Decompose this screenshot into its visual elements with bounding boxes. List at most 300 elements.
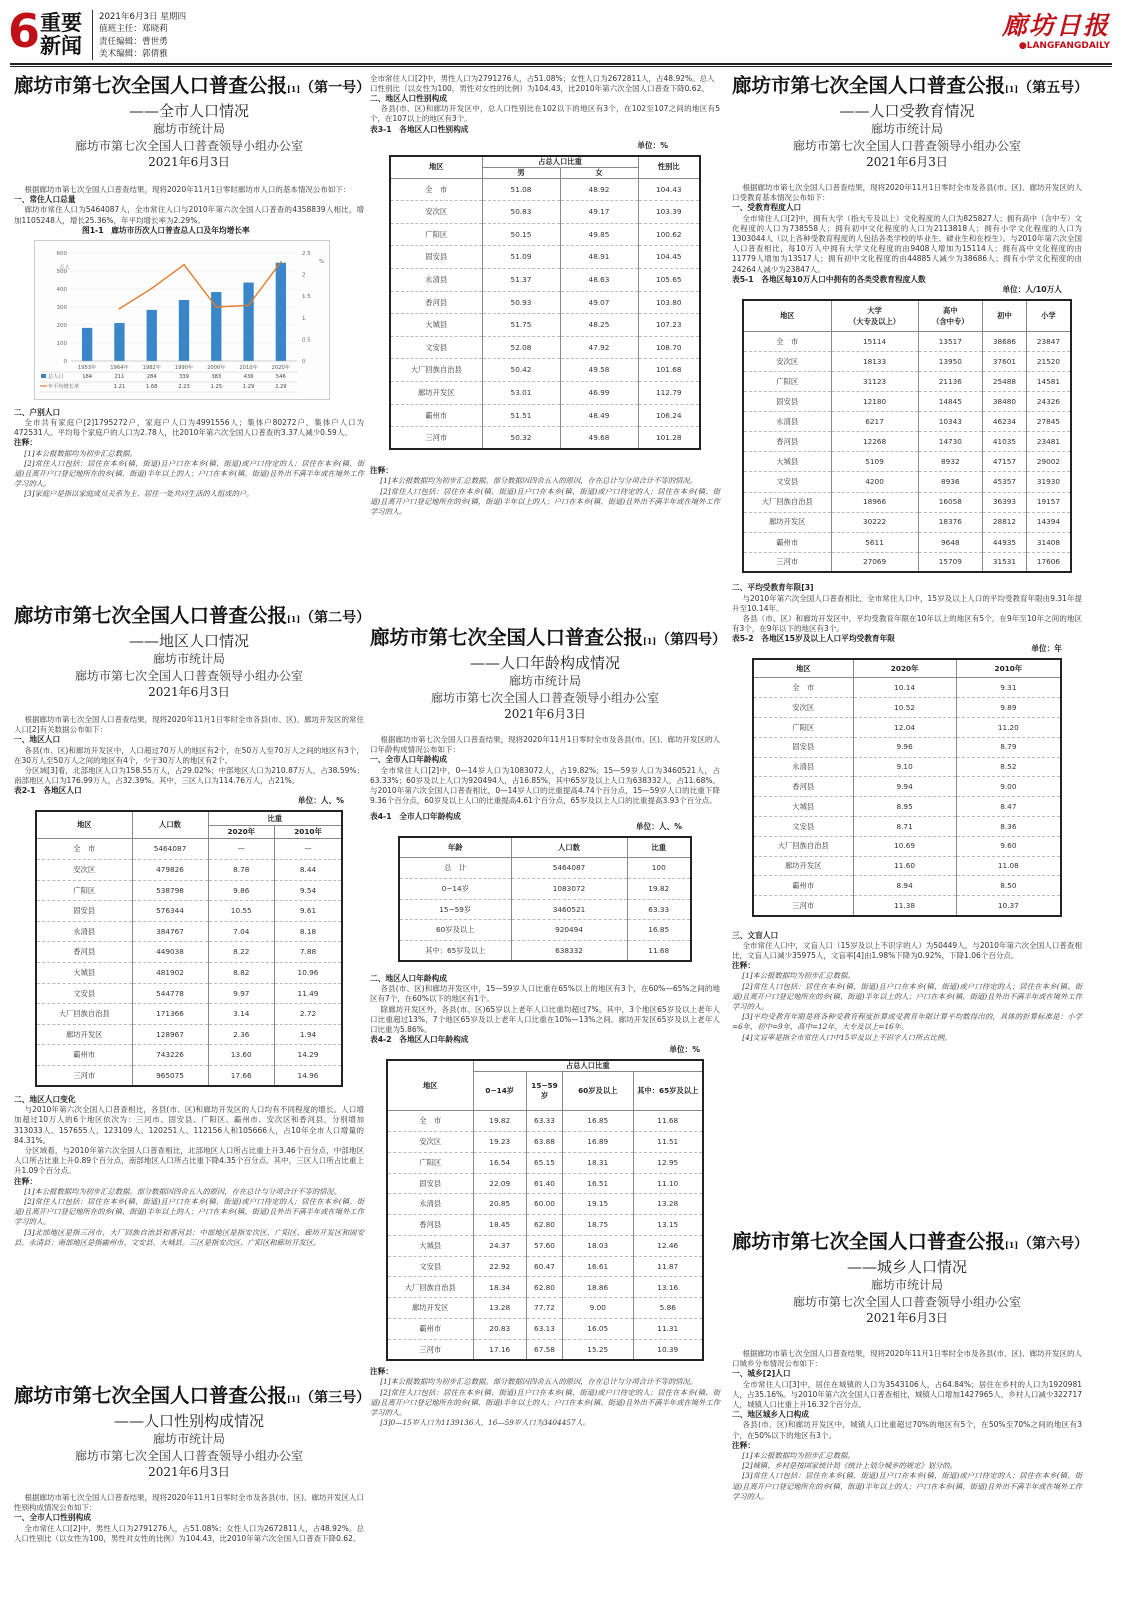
table-row [36, 921, 342, 942]
table-cell: 481902 [132, 962, 208, 983]
table-cell: 8.52 [956, 757, 1061, 777]
row-label: 大城县 [387, 1235, 473, 1256]
table-cell: 77.72 [527, 1298, 563, 1319]
row-label: 安次区 [387, 1131, 473, 1152]
table-row [36, 942, 342, 963]
table-cell: 38686 [983, 331, 1027, 351]
newspaper-logo [1002, 12, 1110, 52]
paragraph: 根据廊坊市第七次全国人口普查结果，现将2020年11月1日零时全市及各县(市、区)、廊坊开发区的人口年龄构成情况公布如下： [370, 735, 720, 755]
table-cell: 62.80 [527, 1215, 563, 1236]
article-title: 廊坊市第七次全国人口普查公报[1]（第一号） [14, 74, 371, 97]
table-cell: 47157 [983, 452, 1027, 472]
paragraph: 分区域[3]看，北部地区人口为158.55万人，占29.02%；中部地区人口为210.87万人，占38.59%；南部地区人口为176.99万人，占32.39%。其中，三区人口为114.76万人，占21%。 [14, 766, 364, 786]
row-label: 廊坊开发区 [390, 381, 482, 404]
paragraph: 根据廊坊市第七次全国人口普查结果，现将2020年11月1日零时廊坊市人口的基本情况公布如下： [24, 185, 351, 194]
table-cell: — [208, 839, 274, 860]
table-cell: 11.49 [274, 983, 342, 1004]
paragraph: 各县(市、区)和廊坊开发区中，15—59岁人口比重在65%以上的地区有3个，在60%—65%之间的地区有7个，在60%以下的地区有1个。 [370, 984, 720, 1004]
office: 廊坊市第七次全国人口普查领导小组办公室 [792, 1294, 1021, 1309]
table-cell: 103.80 [638, 291, 700, 314]
data-label-rate: 1.21 [113, 383, 126, 390]
table-cell: 449038 [132, 942, 208, 963]
table-cell: 50.32 [482, 427, 560, 450]
table-cell: 14.96 [274, 1065, 342, 1086]
table-cell: 9.60 [956, 836, 1061, 856]
table-cell: 14581 [1026, 372, 1071, 392]
table-cell: 11.68 [633, 1111, 703, 1132]
row-label: 文安县 [753, 817, 853, 837]
x-tick-label: 1990年 [174, 364, 194, 371]
table-row [753, 836, 1061, 856]
note: [4]文盲率是指全市常住人口中15岁及以上不识字人口所占比例。 [742, 1032, 952, 1042]
notes-heading: 注释： [370, 466, 394, 476]
row-label: 大城县 [743, 452, 831, 472]
table-unit: 单位：人、% [635, 822, 682, 832]
table-cell: 49.17 [560, 201, 638, 224]
table-row [753, 856, 1061, 876]
table-cell: 105.65 [638, 268, 700, 291]
table-cell: 19.15 [563, 1194, 634, 1215]
bureau: 廊坊市统计局 [508, 674, 581, 688]
rate-point [248, 304, 250, 306]
table-cell: 11.20 [956, 718, 1061, 738]
y-axis-label: 万人 [59, 264, 71, 271]
note: [3]北部地区是指三河市、大厂回族自治县和香河县；中部地区是指安次区、广阳区、廊坊开发区和固安县、永清县；南部地区是指霸州市、文安县、大城县。三区是指安次区、广阳区和廊坊开发区。 [14, 1227, 364, 1247]
bulletin-3-continued [370, 74, 720, 517]
table-cell: 10.52 [853, 698, 956, 718]
table-cell: 13.28 [633, 1194, 703, 1215]
bar-2010年 [243, 282, 253, 360]
row-label: 固安县 [743, 392, 831, 412]
paragraph: 廊坊市常住人口为5464087人，全市常住人口与2010年第六次全国人口普查的4358839人相比，增加1105248人，增长25.36%，年平均增长率为2.29%。 [14, 205, 364, 225]
paragraph: 全市常住人口[2]中，拥有大学（指大专及以上）文化程度的人口为825827人；拥有高中（含中专）文化程度的人口为738558人；拥有初中文化程度的人口为2113818人；拥有小学文化程度的人口为1303044人（以上各种受教育程度的人包括各类学校的毕业生、肄业生和在校生）。与2010年第六次全国人口普查相比，每10万人中拥有大学文化程度的由9408人增加为15114人；拥有高中文化程度的由11779人增加为13517人；拥有初中文化程度的由44885人减少为38686人；拥有小学文化程度的由24264人减少为23847人。 [732, 213, 1082, 274]
rate-point [280, 261, 282, 263]
table-cell: 15114 [831, 331, 918, 351]
row-label: 全 市 [753, 678, 853, 698]
x-tick-label: 2010年 [239, 364, 258, 371]
x-tick-label: 1982年 [142, 364, 161, 371]
paragraph: 各县(市、区)和廊坊开发区中，总人口性别比在102以下的地区有3个，在102至107之间的地区有5个，在107以上的地区有3个。 [370, 104, 720, 124]
table-cell: 16058 [918, 492, 982, 512]
row-label: 廊坊开发区 [743, 512, 831, 532]
table-row [387, 1152, 703, 1173]
table-cell: 49.58 [560, 359, 638, 382]
table-cell: 12.95 [633, 1152, 703, 1173]
header-divider [92, 10, 93, 60]
table-cell: 47.92 [560, 336, 638, 359]
note: [3]常住人口包括：居住在本乡(镇、街道)且户口在本乡(镇、街道)或户口待定的人；居住在本乡(镇、街道)且离开户口登记地所在的乡(镇、街道)半年以上的人；户口在本乡(镇、街道)且外出不满半年或在境外工作学习的人。 [732, 1471, 1082, 1501]
rate-point [215, 306, 217, 308]
table-cell: 128967 [132, 1024, 208, 1045]
notes-heading: 注释： [14, 438, 38, 448]
table-cell: 8.95 [853, 797, 956, 817]
table-cell: 10.37 [956, 896, 1061, 916]
table-cell: 6217 [831, 412, 918, 432]
table-cell: 15.25 [563, 1339, 634, 1360]
table-cell: 100 [627, 858, 691, 879]
row-label: 香河县 [753, 777, 853, 797]
table-row [387, 1111, 703, 1132]
row-label: 大厂回族自治县 [36, 1004, 132, 1025]
row-label: 霸州市 [390, 404, 482, 427]
table-cell: 106.24 [638, 404, 700, 427]
table-cell: 9.96 [853, 737, 956, 757]
section-heading: 一、全市人口年龄构成 [370, 755, 447, 765]
article-subtitle: ——全市人口情况 [128, 102, 249, 120]
table-cell: 10343 [918, 412, 982, 432]
row-label: 三河市 [753, 896, 853, 916]
table-cell: 384767 [132, 921, 208, 942]
table-row [743, 552, 1071, 572]
row-label: 永清县 [743, 412, 831, 432]
bar-1982年 [147, 310, 157, 361]
article-title: 廊坊市第七次全国人口普查公报[1]（第二号） [14, 604, 371, 627]
note: [1]本公报数据均为初步汇总数据。 [742, 971, 855, 981]
data-label-total: 184 [82, 373, 93, 380]
table-cell: 11.51 [633, 1131, 703, 1152]
table-cell: 27069 [831, 552, 918, 572]
row-label: 全 市 [387, 1111, 473, 1132]
table-cell: 107.23 [638, 314, 700, 337]
table-cell: 11.31 [633, 1319, 703, 1340]
x-tick-label: 1964年 [110, 364, 129, 371]
table-cell: 11.38 [853, 896, 956, 916]
table-cell: 67.58 [527, 1339, 563, 1360]
table-cell: 13950 [918, 351, 982, 371]
table-cell: 11.68 [627, 940, 691, 961]
section-heading: 二、地区人口变化 [14, 1095, 76, 1105]
paragraph: 根据廊坊市第七次全国人口普查结果，现将2020年11月1日零时全市各县(市、区)、廊坊开发区的常住人口[2]有关数据公布如下： [14, 715, 364, 735]
table-cell: 104.43 [638, 178, 700, 201]
note: [2]常住人口包括：居住在本乡(镇、街道)且户口在本乡(镇、街道)或户口待定的人；居住在本乡(镇、街道)且离开户口登记地所在的乡(镇、街道)半年以上的人；户口在本乡(镇、街道)且外出不满半年或在境外工作学习的人。 [14, 1197, 364, 1227]
section-heading: 二、地区城乡人口构成 [732, 1410, 809, 1420]
article-subtitle: ——人口受教育情况 [839, 102, 975, 120]
table-cell: 5.86 [633, 1298, 703, 1319]
table-cell: 18.31 [563, 1152, 634, 1173]
table-cell: 17.66 [208, 1065, 274, 1086]
paragraph: 各县(市、区)和廊坊开发区中，人口超过70万人的地区有2个，在50万人至70万人之间的地区有3个，在30万人至50万人之间的地区有4个，少于30万人的地区有2个。 [14, 745, 364, 765]
table-cell: 4200 [831, 472, 918, 492]
row-label: 15−59岁 [399, 899, 511, 920]
row-label: 大城县 [36, 962, 132, 983]
table-cell: 48.25 [560, 314, 638, 337]
table-cell: 10.96 [274, 962, 342, 983]
table-cell: 18.03 [563, 1235, 634, 1256]
table-cell: 8.94 [853, 876, 956, 896]
table-cell: 7.88 [274, 942, 342, 963]
paragraph: 全市常住人口[2]中，0—14岁人口为1083072人，占19.82%；15—59岁人口为3460521人，占63.33%；60岁及以上人口为920494人，占16.85%，其中65岁及以上人口为638332人，占11.68%。与2010年第六次全国人口普查相比，0—14岁人口的比重提高4.74个百分点，15—59岁人口的比重下降9.36个百分点，60岁及以上人口的比重提高4.61个百分点，65岁及以上人口的比重提高3.93个百分点。 [370, 765, 720, 806]
header-rule [10, 63, 1112, 65]
table-cell: 31123 [831, 372, 918, 392]
table-cell: — [274, 839, 342, 860]
paragraph-continued: 全市常住人口[2]中，男性人口为2791276人，占51.08%；女性人口为2672811人，占48.92%。总人口性别比（以女性为100，男性对女性的比例）为104.43，比2010年第六次全国人口普查下降0.62。 [370, 74, 715, 94]
row-label: 廊坊开发区 [387, 1298, 473, 1319]
office: 廊坊市第七次全国人口普查领导小组办公室 [74, 138, 303, 153]
table-5-1: 地区 大学 （大专及以上） 高中 （含中专） 初中 小学 全 市 15114 13517 38686 23847 安次区 18133 13950 37601 21520 广阳区 31123 21136 25488 14581 固安县 12180 14845 38480 24326 永清县 6217 10343 46234 27845 香河县 12268 14730 41035 23481 大城县 5109 8932 47157 29002 文安县 4200 8936 45357 31930 大厂回族自治县 18966 16058 36393 19157 廊坊开发区 30222 18376 28812 14394 霸州市 5611 9648 44935 31408 三河市 27069 15709 31531 17606 [742, 299, 1072, 574]
table-row [743, 351, 1071, 371]
table-row [390, 404, 700, 427]
row-label: 安次区 [390, 201, 482, 224]
table-cell: 51.08 [482, 178, 560, 201]
table-cell: 9648 [918, 532, 982, 552]
data-label-total: 284 [146, 373, 157, 380]
data-label-rate: 2.29 [275, 383, 287, 390]
table-cell: 61.40 [527, 1173, 563, 1194]
rate-point [183, 264, 185, 266]
table-cell: 16.54 [473, 1152, 527, 1173]
office: 廊坊市第七次全国人口普查领导小组办公室 [792, 138, 1021, 153]
table-cell: 8.47 [956, 797, 1061, 817]
row-label: 香河县 [743, 432, 831, 452]
table-cell: 9.00 [956, 777, 1061, 797]
y-tick-label: 100 [56, 340, 67, 347]
table-cell: 14394 [1026, 512, 1071, 532]
table-unit: 单位：人/10万人 [1002, 284, 1062, 294]
y-right-tick-label: 1 [302, 315, 306, 322]
table-cell: 2.72 [274, 1004, 342, 1025]
table-row [743, 512, 1071, 532]
paragraph: 全市常住人口[2]中，男性人口为2791276人，占51.08%；女性人口为2672811人，占48.92%。总人口性别比（以女性为100，男性对女性的比例）为104.43，比2010年第六次全国人口普查下降0.62。 [14, 1523, 364, 1543]
table-row [743, 472, 1071, 492]
table-cell: 48.91 [560, 246, 638, 269]
bureau: 廊坊市统计局 [870, 122, 943, 136]
table-row [390, 268, 700, 291]
table-row [390, 314, 700, 337]
paragraph: 分区域看，与2010年第六次全国人口普查相比，北部地区人口所占比重上升3.46个百分点，中部地区人口所占比重上升0.89个百分点，南部地区人口所占比重下降4.35个百分点。其中，三区人口所占比重上升1.09个百分点。 [14, 1146, 364, 1176]
legend-rate: 年平均增长率 [48, 383, 80, 390]
table-cell: 8936 [918, 472, 982, 492]
table-cell: 51.37 [482, 268, 560, 291]
table-cell: 3.14 [208, 1004, 274, 1025]
paragraph: 根据廊坊市第七次全国人口普查结果，现将2020年11月1日零时全市及各县(市、区)、廊坊开发区的人口城乡分布情况公布如下： [732, 1349, 1082, 1369]
row-label: 永清县 [753, 757, 853, 777]
table-cell: 12.46 [633, 1235, 703, 1256]
section-heading: 二、平均受教育年限[3] [732, 583, 814, 593]
table-cell: 8.79 [956, 737, 1061, 757]
table-cell: 100.62 [638, 223, 700, 246]
table-cell: 9.31 [956, 678, 1061, 698]
article-title: 廊坊市第七次全国人口普查公报[1]（第六号） [732, 1230, 1089, 1253]
article-date: 2021年6月3日 [866, 155, 948, 169]
note: [3]平均受教育年限是将各种受教育程度折算成受教育年限计算平均数得出的，具体的折算标准是：小学=6年，初中=9年，高中=12年，大专及以上=16年。 [732, 1012, 1082, 1032]
table-caption: 表4-2 各地区人口年龄构成 [370, 1035, 469, 1045]
table-cell: 13.16 [633, 1277, 703, 1298]
bulletin-3 [14, 1384, 371, 1543]
table-cell: 25488 [983, 372, 1027, 392]
page-header [0, 0, 1122, 70]
table-cell: 8.71 [853, 817, 956, 837]
data-label-total: 383 [211, 373, 222, 380]
table-row [743, 452, 1071, 472]
row-label: 永清县 [390, 268, 482, 291]
table-cell: 28812 [983, 512, 1027, 532]
bureau: 廊坊市统计局 [152, 122, 225, 136]
row-label: 大厂回族自治县 [387, 1277, 473, 1298]
table-cell: 8.82 [208, 962, 274, 983]
table-row [36, 983, 342, 1004]
table-cell: 23847 [1026, 331, 1071, 351]
y-right-axis-label: % [319, 258, 325, 265]
table-row [743, 492, 1071, 512]
table-cell: 8.44 [274, 860, 342, 881]
article-title: 廊坊市第七次全国人口普查公报[1]（第四号） [370, 626, 727, 649]
table-row [753, 757, 1061, 777]
table-cell: 19.23 [473, 1131, 527, 1152]
row-label: 安次区 [743, 351, 831, 371]
row-label: 固安县 [36, 901, 132, 922]
table-cell: 11.60 [853, 856, 956, 876]
table-cell: 9.61 [274, 901, 342, 922]
row-label: 大厂回族自治县 [743, 492, 831, 512]
table-cell: 12.04 [853, 718, 956, 738]
header-rule-thin [10, 66, 1112, 67]
chart-svg [35, 241, 331, 401]
table-caption: 表4-1 全市人口年龄构成 [370, 812, 461, 822]
table-cell: 10.69 [853, 836, 956, 856]
table-2-1: 地区 人口数 比重 2020年 2010年 全 市 5464087 — — 安次区 479826 8.78 8.44 广阳区 538798 9.86 9.54 固安县 576344 10.55 9.61 永清县 384767 7.04 8.18 香河县 449038 8.22 7.88 大城县 481902 8.82 10.96 文安县 544778 9.97 11.49 大厂回族自治县 171366 3.14 2.72 廊坊开发区 128967 2.36 1.94 霸州市 743226 13.60 14.29 三河市 965075 17.66 14.96 [35, 810, 343, 1087]
table-cell: 5464087 [511, 858, 627, 879]
row-label: 广阳区 [390, 223, 482, 246]
table-cell: 24326 [1026, 392, 1071, 412]
table-row [387, 1173, 703, 1194]
table-row [387, 1319, 703, 1340]
table-row [390, 381, 700, 404]
table-5-2: 地区 2020年 2010年 全 市 10.14 9.31 安次区 10.52 9.89 广阳区 12.04 11.20 固安县 9.96 8.79 永清县 9.10 8.52 香河县 9.94 9.00 大城县 8.95 8.47 文安县 8.71 8.36 大厂回族自治县 10.69 9.60 廊坊开发区 11.60 11.08 霸州市 8.94 8.50 三河市 11.38 10.37 [752, 658, 1062, 916]
y-tick-label: 500 [56, 268, 67, 275]
y-tick-label: 0 [63, 358, 67, 365]
table-caption: 表3-1 各地区人口性别构成 [370, 124, 469, 134]
table-cell: 18.45 [473, 1215, 527, 1236]
note: [1]本公报数据均为初步汇总数据。 [24, 448, 137, 458]
table-cell: 20.83 [473, 1319, 527, 1340]
notes-heading: 注释： [370, 1367, 394, 1377]
table-4-2: 地区 占总人口比重 0−14岁 15−59岁 60岁及以上 其中：65岁及以上 全 市 19.82 63.33 16.85 11.68 安次区 19.23 63.88 16.89 11.51 广阳区 16.54 65.15 18.31 12.95 固安县 22.09 61.40 16.51 11.10 永清县 20.85 60.00 19.15 13.28 香河县 18.45 62.80 18.75 13.15 大城县 24.37 57.60 18.03 12.46 文安县 22.92 60.47 16.61 11.87 大厂回族自治县 18.34 62.80 18.86 13.16 廊坊开发区 13.28 77.72 9.00 5.86 霸州市 20.83 63.13 16.05 11.31 三河市 17.16 67.58 15.25 10.39 [386, 1059, 704, 1361]
table-cell: 31930 [1026, 472, 1071, 492]
table-cell: 63.33 [527, 1111, 563, 1132]
table-cell: 8.50 [956, 876, 1061, 896]
rate-point [151, 287, 153, 289]
note: [3]0—15岁人口为1139136人，16—59岁人口为3404457人。 [380, 1418, 591, 1428]
paragraph: 根据廊坊市第七次全国人口普查结果，现将2020年11月1日零时全市及各县(市、区)、廊坊开发区的人口受教育基本情况公布如下： [732, 183, 1082, 203]
table-cell: 29002 [1026, 452, 1071, 472]
table-cell: 30222 [831, 512, 918, 532]
logo-subtitle: ●LANGFANGDAILY [1018, 41, 1110, 51]
table-cell: 9.89 [956, 698, 1061, 718]
table-cell: 50.93 [482, 291, 560, 314]
table-cell: 10.14 [853, 678, 956, 698]
table-cell: 46.99 [560, 381, 638, 404]
note: [1]本公报数据均为初步汇总数据。部分数据因四舍五入的原因，存在总计与分项合计不等的情况。 [380, 1377, 698, 1387]
table-cell: 13.28 [473, 1298, 527, 1319]
row-label: 安次区 [753, 698, 853, 718]
table-cell: 19157 [1026, 492, 1071, 512]
table-cell: 101.68 [638, 359, 700, 382]
table-cell: 36393 [983, 492, 1027, 512]
table-cell: 9.54 [274, 880, 342, 901]
table-cell: 8.36 [956, 817, 1061, 837]
row-label: 三河市 [387, 1339, 473, 1360]
bureau: 廊坊市统计局 [152, 1432, 225, 1446]
table-4-1: 年龄 人口数 比重 总 计 5464087 100 0−14岁 1083072 19.82 15−59岁 3460521 63.33 60岁及以上 920494 16.85 其中：65岁及以上 638332 11.68 [398, 836, 692, 961]
row-label: 60岁及以上 [399, 920, 511, 941]
article-date: 2021年6月3日 [866, 1311, 948, 1325]
table-cell: 103.39 [638, 201, 700, 224]
table-row [753, 817, 1061, 837]
table-cell: 63.33 [627, 899, 691, 920]
table-row [399, 940, 691, 961]
paragraph: 根据廊坊市第七次全国人口普查结果，现将2020年11月1日零时全市及各县(市、区)、廊坊开发区人口性别构成情况公布如下： [14, 1493, 364, 1513]
row-label: 大厂回族自治县 [390, 359, 482, 382]
table-cell: 104.45 [638, 246, 700, 269]
table-cell: 65.15 [527, 1152, 563, 1173]
table-cell: 8932 [918, 452, 982, 472]
table-cell: 9.97 [208, 983, 274, 1004]
row-label: 其中：65岁及以上 [399, 940, 511, 961]
row-label: 全 市 [390, 178, 482, 201]
table-cell: 49.85 [560, 223, 638, 246]
table-row [387, 1215, 703, 1236]
table-cell: 3460521 [511, 899, 627, 920]
rate-point [119, 308, 121, 310]
y-tick-label: 400 [56, 286, 67, 293]
row-label: 三河市 [743, 552, 831, 572]
section-heading: 一、常住人口总量 [14, 195, 76, 205]
row-label: 固安县 [753, 737, 853, 757]
paragraph: 全市常住人口[3]中，居住在城镇的人口为3543106人，占64.84%；居住在乡村的人口为1920981人，占35.16%。与2010年第六次全国人口普查相比，城镇人口增加1427965人，乡村人口减少322717人，城镇人口比重上升16.32个百分点。 [732, 1379, 1082, 1410]
paragraph: 除廊坊开发区外，各县(市、区)65岁以上老年人口比重均超过7%。其中，3个地区65岁及以上老年人口比重超过13%，7个地区65岁及以上老年人口比重在10%—13%之间。廊坊开发区65岁及以上老年人口比重为5.86%。 [370, 1004, 720, 1034]
table-cell: 57.60 [527, 1235, 563, 1256]
globe-icon: ● [1018, 41, 1027, 51]
section-heading: 三、文盲人口 [732, 930, 779, 940]
note: [2]常住人口包括：居住在本乡(镇、街道)且户口在本乡(镇、街道)或户口待定的人；居住在本乡(镇、街道)且离开户口登记地所在的乡(镇、街道)半年以上的人；户口在本乡(镇、街道)且外出不满半年或在境外工作学习的人。 [14, 458, 364, 489]
table-cell: 27845 [1026, 412, 1071, 432]
paragraph: 与2010年第六次全国人口普查相比，全市常住人口中，15岁及以上人口的平均受教育年限由9.31年提升至10.14年。 [732, 593, 1082, 613]
table-cell: 16.05 [563, 1319, 634, 1340]
y-tick-label: 200 [56, 322, 67, 329]
table-cell: 638332 [511, 940, 627, 961]
y-tick-label: 300 [56, 304, 67, 311]
table-row [390, 223, 700, 246]
table-cell: 16.89 [563, 1131, 634, 1152]
table-cell: 14.29 [274, 1045, 342, 1066]
row-label: 廊坊开发区 [753, 856, 853, 876]
table-cell: 2.36 [208, 1024, 274, 1045]
office: 廊坊市第七次全国人口普查领导小组办公室 [74, 1448, 303, 1463]
table-cell: 60.47 [527, 1256, 563, 1277]
table-cell: 11.10 [633, 1173, 703, 1194]
table-cell: 46234 [983, 412, 1027, 432]
x-tick-label: 2000年 [207, 364, 226, 371]
table-3-1: 地区 占总人口比重 性别比 男 女 全 市 51.08 48.92 104.43 安次区 50.83 49.17 103.39 广阳区 50.15 49.85 100.62 固安县 51.09 48.91 104.45 永清县 51.37 48.63 105.65 香河县 50.93 49.07 103.80 大城县 51.75 48.25 107.23 文安县 52.08 47.92 108.70 大厂回族自治县 50.42 49.58 101.68 廊坊开发区 53.01 46.99 112.79 霸州市 51.51 48.49 106.24 三河市 50.32 49.68 101.28 [389, 155, 701, 451]
page-number: 6 [8, 4, 41, 58]
table-cell: 8.22 [208, 942, 274, 963]
article-date: 2021年6月3日 [504, 707, 586, 721]
data-label-rate: 1.68 [145, 383, 158, 390]
notes-heading: 注释： [14, 1176, 38, 1186]
table-cell: 920494 [511, 920, 627, 941]
table-cell: 52.08 [482, 336, 560, 359]
table-caption: 表2-1 各地区人口 [14, 786, 82, 796]
table-unit: 单位：% [669, 1045, 700, 1055]
office: 廊坊市第七次全国人口普查领导小组办公室 [430, 690, 659, 705]
row-label: 固安县 [390, 246, 482, 269]
table-cell: 44935 [983, 532, 1027, 552]
note: [3]家庭户是指以家庭成员关系为主、居住一处共同生活的人组成的户。 [24, 489, 254, 499]
table-cell: 51.09 [482, 246, 560, 269]
table-cell: 10.39 [633, 1339, 703, 1360]
table-row [743, 331, 1071, 351]
table-cell: 171366 [132, 1004, 208, 1025]
